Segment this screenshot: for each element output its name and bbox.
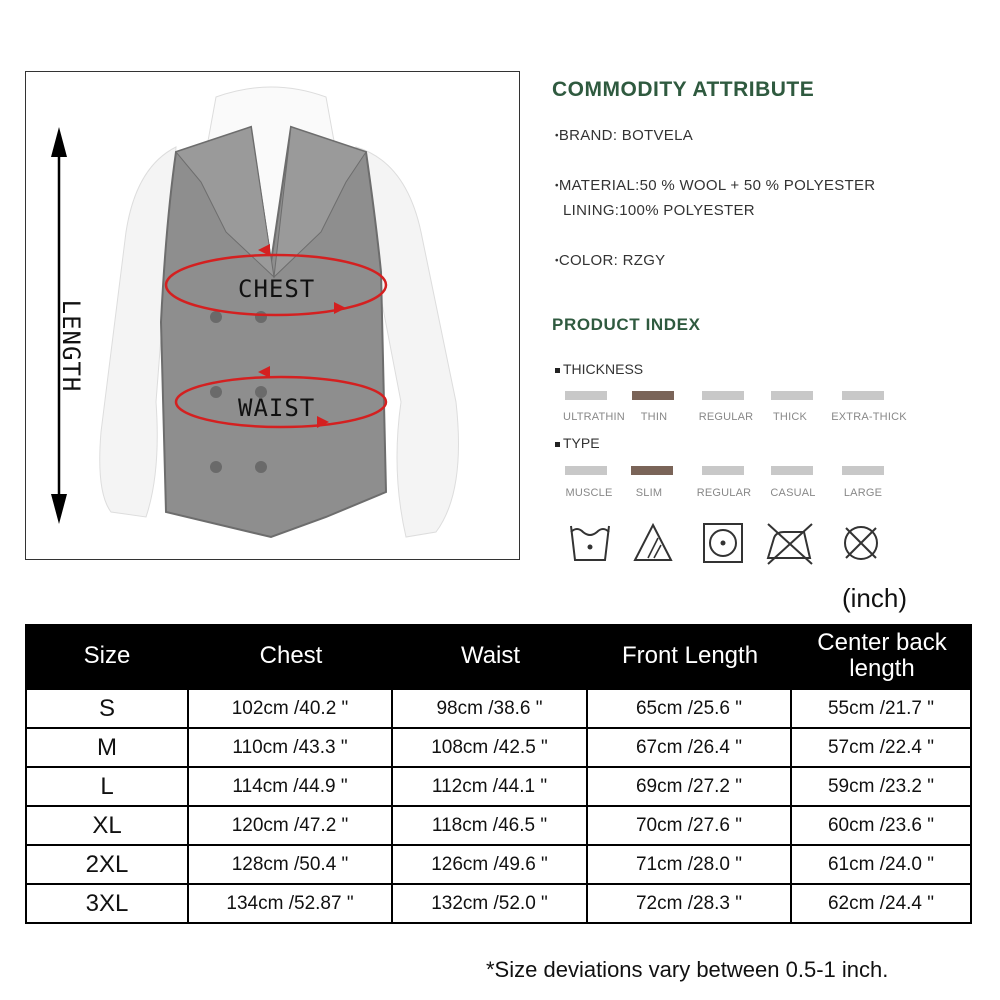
thickness-label: THICK — [773, 411, 807, 423]
thickness-label: THIN — [640, 411, 668, 423]
size-cell: 2XL — [25, 846, 189, 885]
measurement-cell: 67cm /26.4 " — [588, 729, 792, 768]
measurement-cell: 98cm /38.6 " — [393, 688, 588, 729]
color-row: •COLOR: RZGY — [555, 252, 666, 269]
type-label: SLIM — [635, 487, 663, 499]
size-table — [25, 624, 972, 924]
color-label: COLOR: — [558, 252, 619, 269]
type-title: TYPE — [555, 435, 600, 451]
table-row — [25, 768, 972, 807]
size-cell: 3XL — [25, 885, 189, 924]
commodity-heading: COMMODITY ATTRIBUTE — [552, 78, 815, 101]
brand-label: BRAND: — [558, 127, 618, 144]
measurement-cell: 59cm /23.2 " — [792, 768, 972, 807]
arrow-down-icon — [51, 494, 67, 524]
size-cell: XL — [25, 807, 189, 846]
type-label: REGULAR — [696, 487, 752, 499]
table-row — [25, 688, 972, 729]
tumble-dry-icon — [700, 520, 746, 566]
measurement-cell: 72cm /28.3 " — [588, 885, 792, 924]
measurement-cell: 126cm /49.6 " — [393, 846, 588, 885]
table-row — [25, 729, 972, 768]
type-bar-large — [842, 466, 884, 475]
type-bar-casual — [771, 466, 813, 475]
type-label: MUSCLE — [565, 487, 613, 499]
thickness-label: REGULAR — [698, 411, 754, 423]
measurement-cell: 112cm /44.1 " — [393, 768, 588, 807]
size-cell: M — [25, 729, 189, 768]
chest-label: CHEST — [238, 275, 316, 303]
table-row — [25, 885, 972, 924]
table-header-row — [25, 624, 972, 688]
product-index-heading: PRODUCT INDEX — [552, 315, 701, 334]
size-deviation-note: *Size deviations vary between 0.5-1 inch. — [486, 957, 889, 982]
measurement-cell: 114cm /44.9 " — [189, 768, 393, 807]
thickness-bar-extra-thick — [842, 391, 884, 400]
measurement-cell: 120cm /47.2 " — [189, 807, 393, 846]
thickness-label: ULTRATHIN — [563, 411, 625, 423]
measurement-cell: 62cm /24.4 " — [792, 885, 972, 924]
measurement-cell: 60cm /23.6 " — [792, 807, 972, 846]
type-bar-regular — [702, 466, 744, 475]
lining-text: LINING:100% POLYESTER — [563, 202, 755, 219]
table-row — [25, 846, 972, 885]
brand-value: BOTVELA — [617, 127, 694, 144]
no-iron-icon — [764, 520, 816, 566]
material-row: •MATERIAL:50 % WOOL + 50 % POLYESTER — [555, 177, 876, 194]
column-header: Waist — [393, 624, 588, 688]
vest-illustration — [26, 72, 521, 561]
thickness-label: EXTRA-THICK — [831, 411, 907, 423]
type-bar-slim — [631, 466, 673, 475]
color-value: RZGY — [618, 252, 666, 269]
bleach-icon — [630, 520, 676, 566]
column-header: Chest — [189, 624, 393, 688]
column-header: Front Length — [588, 624, 792, 688]
measurement-cell: 110cm /43.3 " — [189, 729, 393, 768]
material-value: 50 % WOOL + 50 % POLYESTER — [639, 177, 876, 194]
column-header: Center back length — [792, 624, 972, 688]
size-cell: S — [25, 688, 189, 729]
arrow-up-icon — [51, 127, 67, 157]
thickness-bar-thin — [632, 391, 674, 400]
measurement-cell: 134cm /52.87 " — [189, 885, 393, 924]
no-dry-clean-icon — [838, 520, 884, 566]
measurement-cell: 108cm /42.5 " — [393, 729, 588, 768]
unit-label: (inch) — [842, 583, 908, 613]
measurement-cell: 132cm /52.0 " — [393, 885, 588, 924]
measurement-cell: 71cm /28.0 " — [588, 846, 792, 885]
type-label: LARGE — [843, 487, 883, 499]
material-label: MATERIAL: — [558, 177, 640, 194]
waist-label: WAIST — [238, 394, 316, 422]
product-photo — [25, 71, 520, 560]
measurement-cell: 61cm /24.0 " — [792, 846, 972, 885]
measurement-cell: 102cm /40.2 " — [189, 688, 393, 729]
measurement-cell: 65cm /25.6 " — [588, 688, 792, 729]
measurement-cell: 57cm /22.4 " — [792, 729, 972, 768]
measurement-cell: 128cm /50.4 " — [189, 846, 393, 885]
table-row — [25, 807, 972, 846]
type-label: CASUAL — [770, 487, 816, 499]
thickness-title: THICKNESS — [555, 361, 643, 377]
measurement-cell: 69cm /27.2 " — [588, 768, 792, 807]
thickness-bar-regular — [702, 391, 744, 400]
hand-wash-icon — [567, 520, 613, 566]
measurement-cell: 118cm /46.5 " — [393, 807, 588, 846]
brand-row: •BRAND: BOTVELA — [555, 127, 694, 144]
size-cell: L — [25, 768, 189, 807]
thickness-bar-ultrathin — [565, 391, 607, 400]
thickness-bar-thick — [771, 391, 813, 400]
column-header: Size — [25, 624, 189, 688]
measurement-cell: 70cm /27.6 " — [588, 807, 792, 846]
length-label: LENGTH — [57, 299, 85, 393]
measurement-cell: 55cm /21.7 " — [792, 688, 972, 729]
type-bar-muscle — [565, 466, 607, 475]
